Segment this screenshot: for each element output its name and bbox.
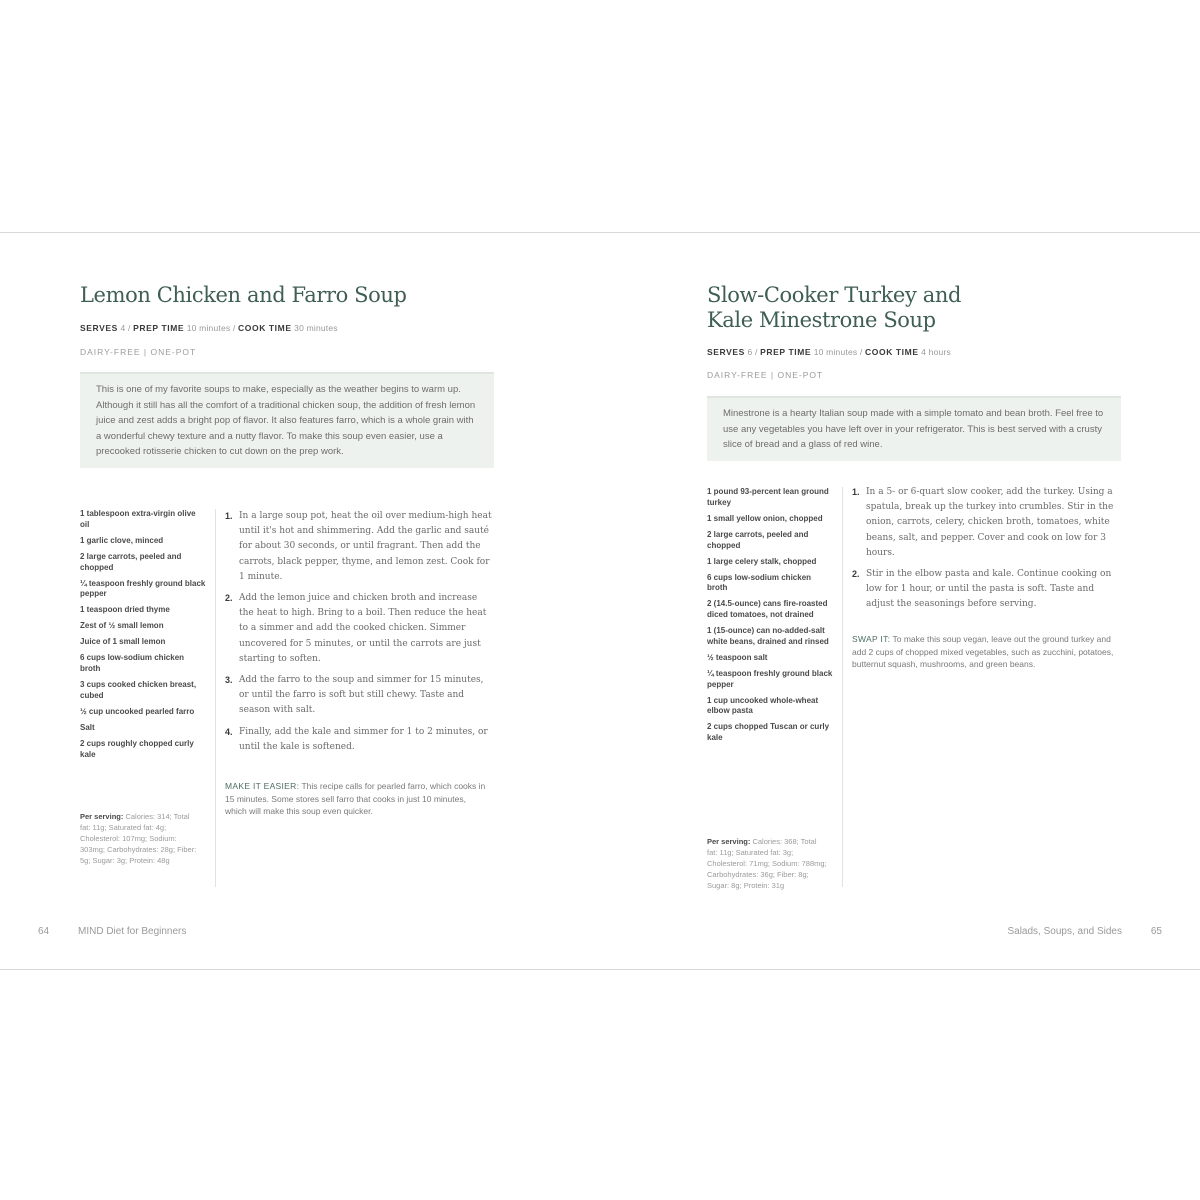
recipe-title-line: Kale Minestrone Soup: [707, 308, 936, 332]
cook-time-label: COOK TIME: [865, 347, 919, 357]
nutrition-label: Per serving:: [707, 837, 751, 846]
recipe-meta: SERVES 6 / PREP TIME 10 minutes / COOK TIME 4 hours: [707, 347, 951, 357]
ingredient-item: ¼ teaspoon freshly ground black pepper: [707, 668, 833, 689]
ingredient-item: 3 cups cooked chicken breast, cubed: [80, 680, 197, 700]
ingredient-item: 1 (15-ounce) can no-added-salt white beans, drained and rinsed: [707, 626, 829, 646]
nutrition-values: Calories: 368; Total fat: 11g; Saturated fat: 3g; Cholesterol: 71mg; Sodium: 788mg; Carbohydrates: 36g; Fiber: 8g; Sugar: 8g; Protein: 31g: [707, 837, 827, 890]
instruction-step: [225, 591, 493, 667]
step-text: Finally, add the kale and simmer for 1 to 2 minutes, or until the kale is softened.: [239, 726, 488, 752]
instruction-step: [225, 725, 493, 755]
instruction-step: [852, 485, 1122, 561]
ingredient-item: 6 cups low-sodium chicken broth: [80, 653, 185, 674]
instruction-step: [852, 567, 1122, 613]
nutrition-label: Per serving:: [80, 812, 124, 821]
recipe-intro: Minestrone is a hearty Italian soup made with a simple tomato and bean broth. Feel free to use any vegetables you have left over in your refrigerator. This is best served with a crusty slice of bread and a glass of red wine.: [707, 396, 1121, 461]
prep-time-label: PREP TIME: [760, 347, 812, 357]
step-number: 3.: [225, 675, 233, 686]
step-number: 1.: [852, 487, 860, 497]
ingredient-item: 2 cups chopped Tuscan or curly kale: [707, 722, 830, 743]
recipe-intro: This is one of my favorite soups to make, especially as the weather begins to warm up. Although it still has all the comfort of a traditional chicken soup, the addition of fresh lemon juice and zest adds a bright pop of flavor. It also features farro, which is a whole grain with a wonderful chewy texture and a nutty flavor. To make this soup even easier, use a precooked rotisserie chicken to cut down on the prep work.: [80, 372, 494, 468]
step-text: Stir in the elbow pasta and kale. Continue cooking on low for 1 hour, or until the pasta is soft. Taste and adjust the seasonings before serving.: [866, 569, 1112, 610]
recipe-tip: [852, 633, 1122, 671]
serves-label: SERVES: [80, 323, 118, 333]
ingredient-item: 1 pound 93-percent lean ground turkey: [707, 487, 829, 507]
instruction-steps: [852, 485, 1122, 619]
instruction-steps: [225, 509, 493, 761]
tip-text: This recipe calls for pearled farro, which cooks in 15 minutes. Some stores sell farro that cooks in just 10 minutes, which will make this soup even quicker.: [225, 781, 486, 817]
ingredient-item: Juice of 1 small lemon: [80, 637, 166, 647]
step-number: 2.: [852, 569, 860, 580]
serves-value: 6: [747, 347, 753, 357]
prep-time-label: PREP TIME: [133, 323, 185, 333]
nutrition-info: [707, 836, 829, 891]
ingredient-item: ½ teaspoon salt: [707, 652, 768, 662]
nutrition-info: [80, 811, 202, 866]
nutrition-values: Calories: 314; Total fat: 11g; Saturated fat: 4g; Cholesterol: 107mg; Sodium: 303mg; Carbohydrates: 28g; Fiber: 5g; Sugar: 3g; Protein: 48g: [80, 812, 197, 865]
prep-time-value: 10 minutes: [186, 323, 231, 333]
recipe-title-line: Slow-Cooker Turkey and: [707, 283, 961, 307]
column-divider: [215, 509, 216, 887]
ingredient-item: 1 small yellow onion, chopped: [707, 513, 823, 523]
tip-text: To make this soup vegan, leave out the ground turkey and add 2 cups of chopped mixed vegetables, such as zucchini, potatoes, butternut squash, mushrooms, and green beans.: [852, 634, 1114, 670]
ingredient-item: 1 cup uncooked whole-wheat elbow pasta: [707, 695, 819, 716]
running-head: MIND Diet for Beginners: [78, 926, 187, 937]
step-text: In a large soup pot, heat the oil over medium-high heat until it's hot and shimmering. Add the garlic and sauté for about 30 seconds, or until fragrant. Then add the carrots, black pepper, thyme, and lemon zest. Cook for 1 minute.: [239, 511, 492, 582]
step-text: Add the farro to the soup and simmer for 15 minutes, or until the farro is soft but still chewy. Taste and season with salt.: [239, 675, 484, 716]
step-number: 2.: [225, 593, 233, 604]
page-number: 65: [1150, 926, 1162, 937]
left-page: [0, 233, 600, 969]
ingredient-item: 1 tablespoon extra-virgin olive oil: [80, 509, 196, 529]
recipe-tags: DAIRY-FREE | ONE-POT: [80, 347, 197, 357]
ingredient-item: ½ cup uncooked pearled farro: [80, 706, 195, 716]
prep-time-value: 10 minutes: [813, 347, 858, 357]
ingredient-item: 1 large celery stalk, chopped: [707, 556, 817, 566]
step-number: 1.: [225, 511, 233, 521]
step-text: In a 5- or 6-quart slow cooker, add the turkey. Using a spatula, break up the turkey into crumbles. Stir in the onion, carrots, celery, chicken broth, tomatoes, white beans, salt, and pepper. Cover and cook on low for 3 hours.: [866, 487, 1114, 558]
step-text: Add the lemon juice and chicken broth and increase the heat to high. Bring to a boil. Then reduce the heat to a simmer and add the cooked chicken. Simmer uncovered for 5 minutes, or until the carrots are just starting to soften.: [239, 593, 487, 664]
ingredient-item: 1 teaspoon dried thyme: [80, 605, 170, 615]
instruction-step: [225, 509, 493, 585]
ingredient-item: 6 cups low-sodium chicken broth: [707, 572, 812, 593]
serves-label: SERVES: [707, 347, 745, 357]
page-number: 64: [38, 926, 50, 937]
recipe-tip: [225, 780, 487, 818]
ingredient-item: 2 large carrots, peeled and chopped: [707, 529, 809, 550]
step-number: 4.: [225, 726, 233, 737]
ingredient-list: [707, 487, 833, 749]
ingredient-item: Salt: [80, 722, 95, 732]
recipe-tags: DAIRY-FREE | ONE-POT: [707, 370, 824, 380]
ingredient-item: 1 garlic clove, minced: [80, 535, 164, 545]
tip-label: MAKE IT EASIER:: [225, 781, 300, 791]
ingredient-item: Zest of ½ small lemon: [80, 621, 164, 631]
cook-time-value: 30 minutes: [294, 323, 338, 333]
instruction-step: [225, 673, 493, 719]
ingredient-item: 2 cups roughly chopped curly kale: [80, 738, 194, 759]
ingredient-list: [80, 509, 206, 766]
recipe-title: Lemon Chicken and Farro Soup: [80, 283, 407, 307]
cook-time-value: 4 hours: [921, 347, 951, 357]
ingredient-item: 2 large carrots, peeled and chopped: [80, 551, 182, 572]
column-divider: [842, 487, 843, 887]
book-spread: [0, 232, 1200, 970]
right-page: [600, 233, 1200, 969]
recipe-title: [707, 283, 961, 333]
cook-time-label: COOK TIME: [238, 323, 292, 333]
recipe-meta: SERVES 4 / PREP TIME 10 minutes / COOK TIME 30 minutes: [80, 323, 338, 333]
tip-label: SWAP IT:: [852, 634, 891, 644]
serves-value: 4: [120, 323, 126, 333]
ingredient-item: ¼ teaspoon freshly ground black pepper: [80, 578, 206, 599]
running-head: Salads, Soups, and Sides: [1007, 926, 1122, 937]
ingredient-item: 2 (14.5-ounce) cans fire-roasted diced tomatoes, not drained: [707, 599, 828, 620]
